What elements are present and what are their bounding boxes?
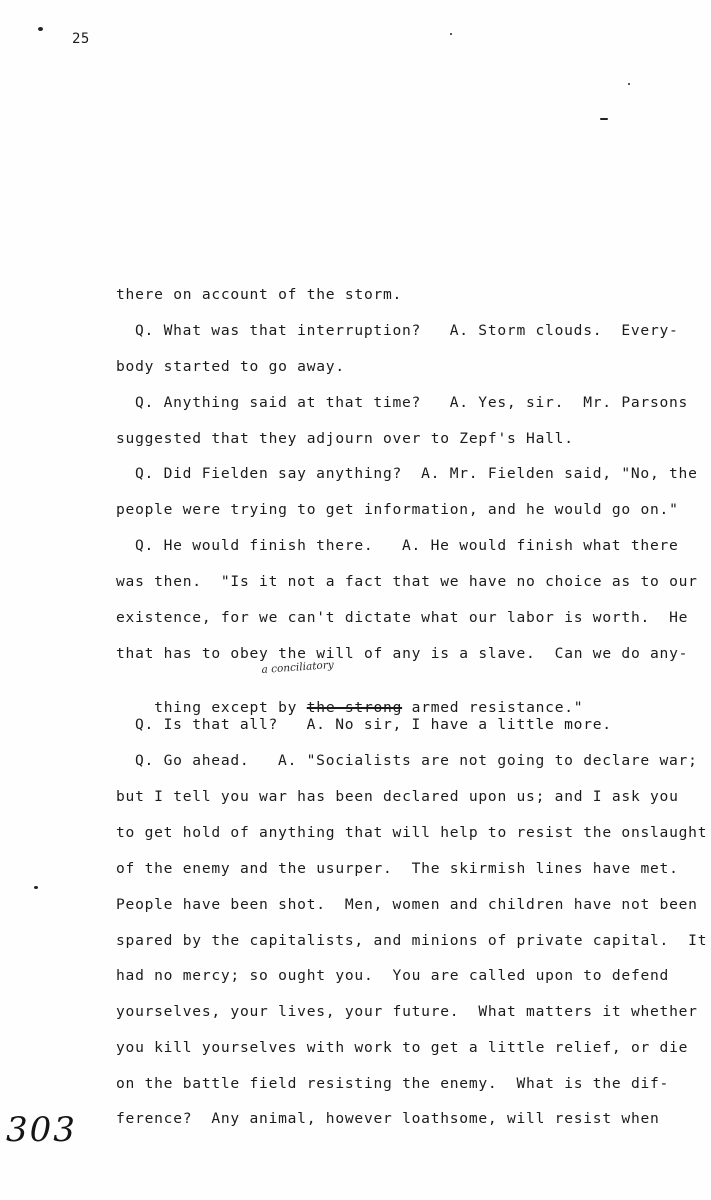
scan-speck [600,118,608,120]
scan-speck [450,33,452,35]
text-line: to get hold of anything that will help to resist the onslaught [116,824,708,841]
text-line: spared by the capitalists, and minions of private capital. It [116,932,708,949]
text-line: of the enemy and the usurper. The skirmish lines have met. [116,860,679,877]
text-line: Q. Is that all? A. No sir, I have a little more. [135,716,612,733]
text-line: Q. What was that interruption? A. Storm clouds. Every- [135,322,679,339]
text-line: body started to go away. [116,358,345,375]
text-line: ference? Any animal, however loathsome, will resist when [116,1110,660,1127]
text-segment: armed resistance." [402,699,584,716]
struck-text: the strong [306,699,403,716]
text-line: people were trying to get information, and he would go on." [116,501,679,518]
text-line: there on account of the storm. [116,286,403,303]
text-line: was then. "Is it not a fact that we have no choice as to our [116,573,698,590]
text-line: had no mercy; so ought you. You are called upon to defend [116,967,670,984]
text-line: Q. Anything said at that time? A. Yes, sir. Mr. Parsons [135,394,689,411]
text-line: People have been shot. Men, women and children have not been [116,896,698,913]
text-line: but I tell you war has been declared upon us; and I ask you [116,788,679,805]
margin-handwritten-number: 303 [6,1110,77,1150]
scan-speck [38,27,43,31]
text-line: existence, for we can't dictate what our labor is worth. He [116,609,689,626]
text-segment: thing except by [154,699,307,716]
page-number: 25 [72,31,90,47]
scan-speck [628,83,630,85]
scan-speck [34,886,38,889]
text-line: Q. Go ahead. A. "Socialists are not going to declare war; [135,752,698,769]
text-line: Q. Did Fielden say anything? A. Mr. Fielden said, "No, the [135,465,698,482]
handwritten-correction: a conciliatory [261,658,335,676]
text-line: Q. He would finish there. A. He would finish what there [135,537,679,554]
text-line: on the battle field resisting the enemy. What is the dif- [116,1075,670,1092]
text-line: yourselves, your lives, your future. What matters it whether [116,1003,698,1020]
text-line: you kill yourselves with work to get a little relief, or die [116,1039,689,1056]
text-line: that has to obey the will of any is a slave. Can we do any- [116,645,689,662]
text-line: suggested that they adjourn over to Zepf's Hall. [116,430,574,447]
